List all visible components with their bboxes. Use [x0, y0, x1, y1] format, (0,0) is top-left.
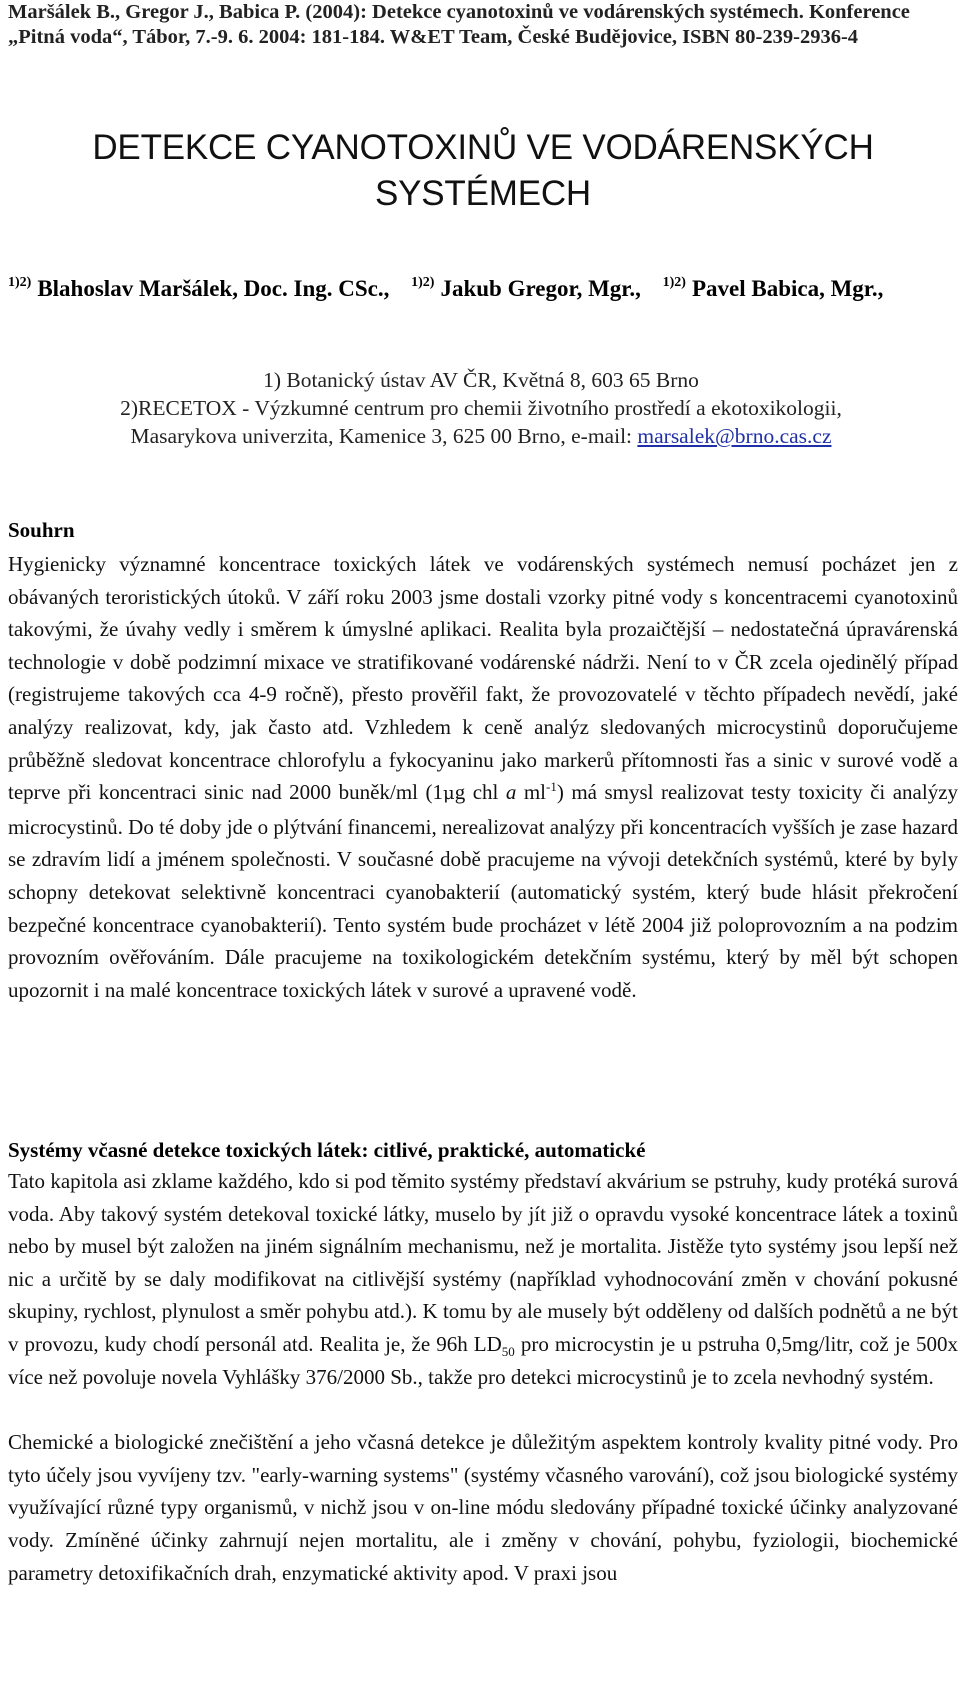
author-1 — [8, 276, 405, 301]
summary-text-2: g chl — [454, 780, 506, 805]
summary-mu-symbol: μ — [443, 783, 455, 805]
paper-title — [0, 125, 960, 217]
early-detection-section — [8, 1136, 958, 1589]
summary-italic-a: a — [505, 780, 517, 805]
section-text-1: Tato kapitola asi zklame každého, kdo si pod těmito systémy představí akvárium se pstruhy, kudy protéká surová voda. Aby takový systém detekoval toxické látky, muselo by jít již o opravdu vysoké koncentrace látek a toxinů nebo by musel být založen na jiném signálním mechanismu, než je mortalita. Jistěže tyto systémy jsou lepší než nic a určitě by se daly modifikovat na citlivější systémy (například vyhodnocování změn v chování pokusné skupiny, rychlost, plynulost a směr pohybu atd.). K tomu by ale musely být odděleny od dalších podnětů a ne být v provozu, kudy chodí personál atd. Realita je, že 96h LD — [8, 1169, 958, 1356]
affiliations — [0, 366, 960, 450]
affiliation-line-3 — [0, 422, 960, 450]
author-3-affil: 1)2) — [662, 275, 686, 290]
section-heading: Systémy včasné detekce toxických látek: citlivé, praktické, automatické — [8, 1138, 646, 1162]
summary-paragraph — [8, 548, 958, 1006]
author-1-name: Blahoslav Maršálek, Doc. Ing. CSc., — [37, 276, 390, 301]
summary-text-1: Hygienicky významné koncentrace toxických látek ve vodárenských systémech nemusí pocházet jen z obávaných teroristických útoků. V září roku 2003 jsme dostali vzorky pitné vody s koncentracemi cyanotoxinů takovými, že úvahy vedly i směrem k úmyslné aplikaci. Realita byla prozaičtější – nedostatečná úpravárenská technologie v době podzimní mixace ve stratifikované vodárenské nádrži. Není to v ČR zcela ojedinělý případ (registrujeme takových cca 4-9 ročně), přesto prověřil fakt, že provozovatelé v těchto případech nevědí, jaké analýzy realizovat, kdy, jak často atd. Vzhledem k ceně analýz sledovaných microcystinů doporučujeme průběžně sledovat koncentrace chlorofylu a fykocyaninu jako markerů přítomnosti řas a sinic v surové vodě a teprve při koncentraci sinic nad 2000 buněk/ml (1 — [8, 552, 958, 805]
summary-heading: Souhrn — [8, 518, 75, 542]
summary-section — [8, 516, 958, 1006]
affiliation-line-2: 2)RECETOX - Výzkumné centrum pro chemii životního prostředí a ekotoxikologii, — [120, 396, 842, 420]
author-3-name: Pavel Babica, Mgr., — [691, 276, 884, 301]
title-line-1: DETEKCE CYANOTOXINŮ VE VODÁRENSKÝCH — [92, 128, 874, 167]
author-1-affil: 1)2) — [8, 275, 32, 290]
affiliation-line-3-text: Masarykova univerzita, Kamenice 3, 625 00 Brno, e-mail: — [130, 424, 638, 448]
citation-header: Maršálek B., Gregor J., Babica P. (2004): Detekce cyanotoxinů ve vodárenských systémech. Konference „Pitná voda“, Tábor, 7.-9. 6. 2004: 181-184. W&ET Team, České Budějovice, ISBN 80-239-2936-4 — [8, 1, 910, 48]
section-paragraph-2: Chemické a biologické znečištění a jeho včasná detekce je důležitým aspektem kontroly kvality pitné vody. Pro tyto účely jsou vyvíjeny tzv. "early-warning systems" (systémy včasného varování), což jsou biologické systémy využívající různé typy organismů, v nichž jsou v on-line módu sledovány případné toxické účinky analyzované vody. Zmíněné účinky zahrnují nejen mortalitu, ale i změny v chování, pohybu, fyziologii, biochemické parametry detoxifikačních drah, enzymatické aktivity apod. V praxi jsou — [8, 1430, 958, 1585]
author-2-name: Jakub Gregor, Mgr., — [440, 276, 641, 301]
author-2-affil: 1)2) — [411, 275, 435, 290]
summary-text-4: ) má smysl realizovat testy toxicity či analýzy microcystinů. Do té doby jde o plýtvání financemi, nerealizovat analýzy při koncentracích vyšších je zase hazard se zdravím lidí a jménem společnosti. V současné době pracujeme na vývoji detekčních systémů, které by byly schopny detekovat selektivně koncentraci cyanobakterií (automatický systém, který bude hlásit překročení bezpečné koncentrace cyanobakterií). Tento systém bude procházet v létě 2004 již poloprovozním a na podzim provozním ověřováním. Dále pracujeme na toxikologickém detekčním systému, který by měl být schopen upozornit i na malé koncentrace toxických látek v surové a upravené vodě. — [8, 780, 959, 1002]
ld50-subscript: 50 — [501, 1344, 515, 1360]
author-list — [8, 270, 953, 308]
author-2 — [411, 276, 657, 301]
summary-text-3: ml — [516, 780, 547, 805]
section-text-2: pro microcystin je u pstruha 0,5mg/litr, což je 500x více než povoluje novela Vyhlášky 376/2000 Sb., takže pro detekci microcystinů je to zcela nevhodný systém. — [8, 1331, 958, 1389]
email-link[interactable]: marsalek@brno.cas.cz — [637, 424, 832, 448]
author-3 — [663, 276, 884, 301]
title-line-2: SYSTÉMECH — [374, 174, 591, 213]
affiliation-line-1: 1) Botanický ústav AV ČR, Květná 8, 603 65 Brno — [263, 368, 699, 392]
summary-exponent: -1 — [546, 779, 557, 795]
section-paragraph-1 — [8, 1165, 958, 1393]
